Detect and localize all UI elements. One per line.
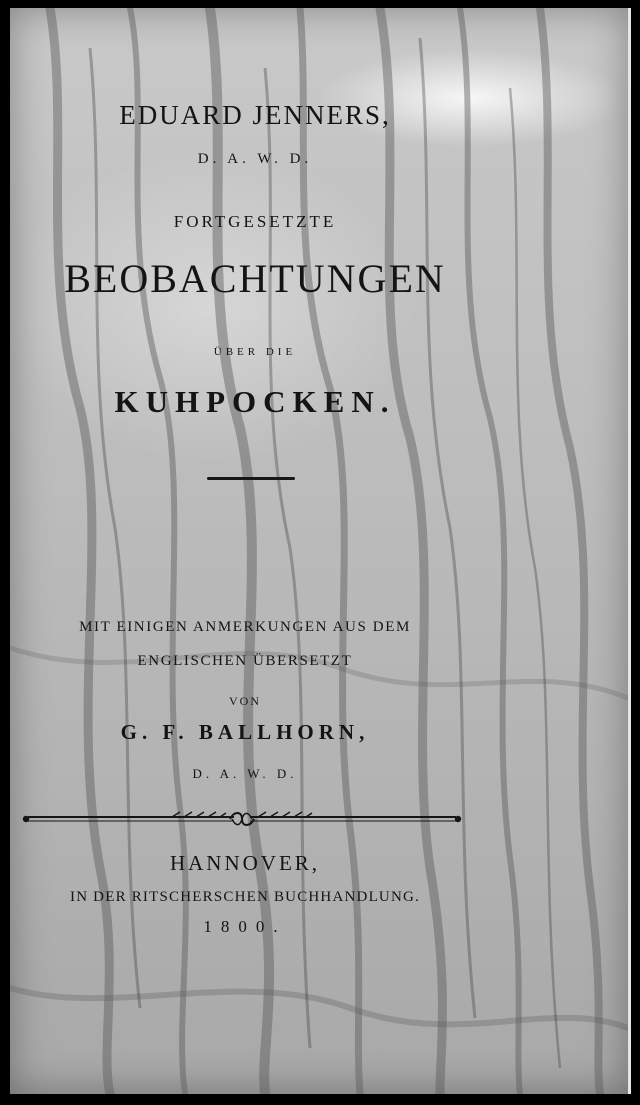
translation-note-line-1: MIT EINIGEN ANMERKUNGEN AUS DEM [79,619,411,635]
title-line-beobachtungen: BEOBACHTUNGEN [64,256,446,301]
publication-year: 1800. [203,917,287,936]
translation-note-line-2: ENGLISCHEN ÜBERSETZT [137,653,353,669]
by-word: VON [229,694,261,708]
title-line-fortgesetzte: FORTGESETZTE [173,212,337,231]
publisher-line: IN DER RITSCHERSCHEN BUCHHANDLUNG. [70,889,420,905]
translator-degree: D. A. W. D. [192,766,298,781]
short-rule-divider [207,477,295,480]
author-name: EDUARD JENNERS, [119,100,391,130]
title-line-ueber-die: ÜBER DIE [213,346,297,358]
title-page [10,8,631,1094]
ornamental-rule [22,808,462,830]
translator-name: G. F. BALLHORN, [120,720,370,744]
publication-city: HANNOVER, [169,851,321,875]
title-line-kuhpocken: KUHPOCKEN. [114,384,396,419]
author-degree: D. A. W. D. [197,151,313,167]
